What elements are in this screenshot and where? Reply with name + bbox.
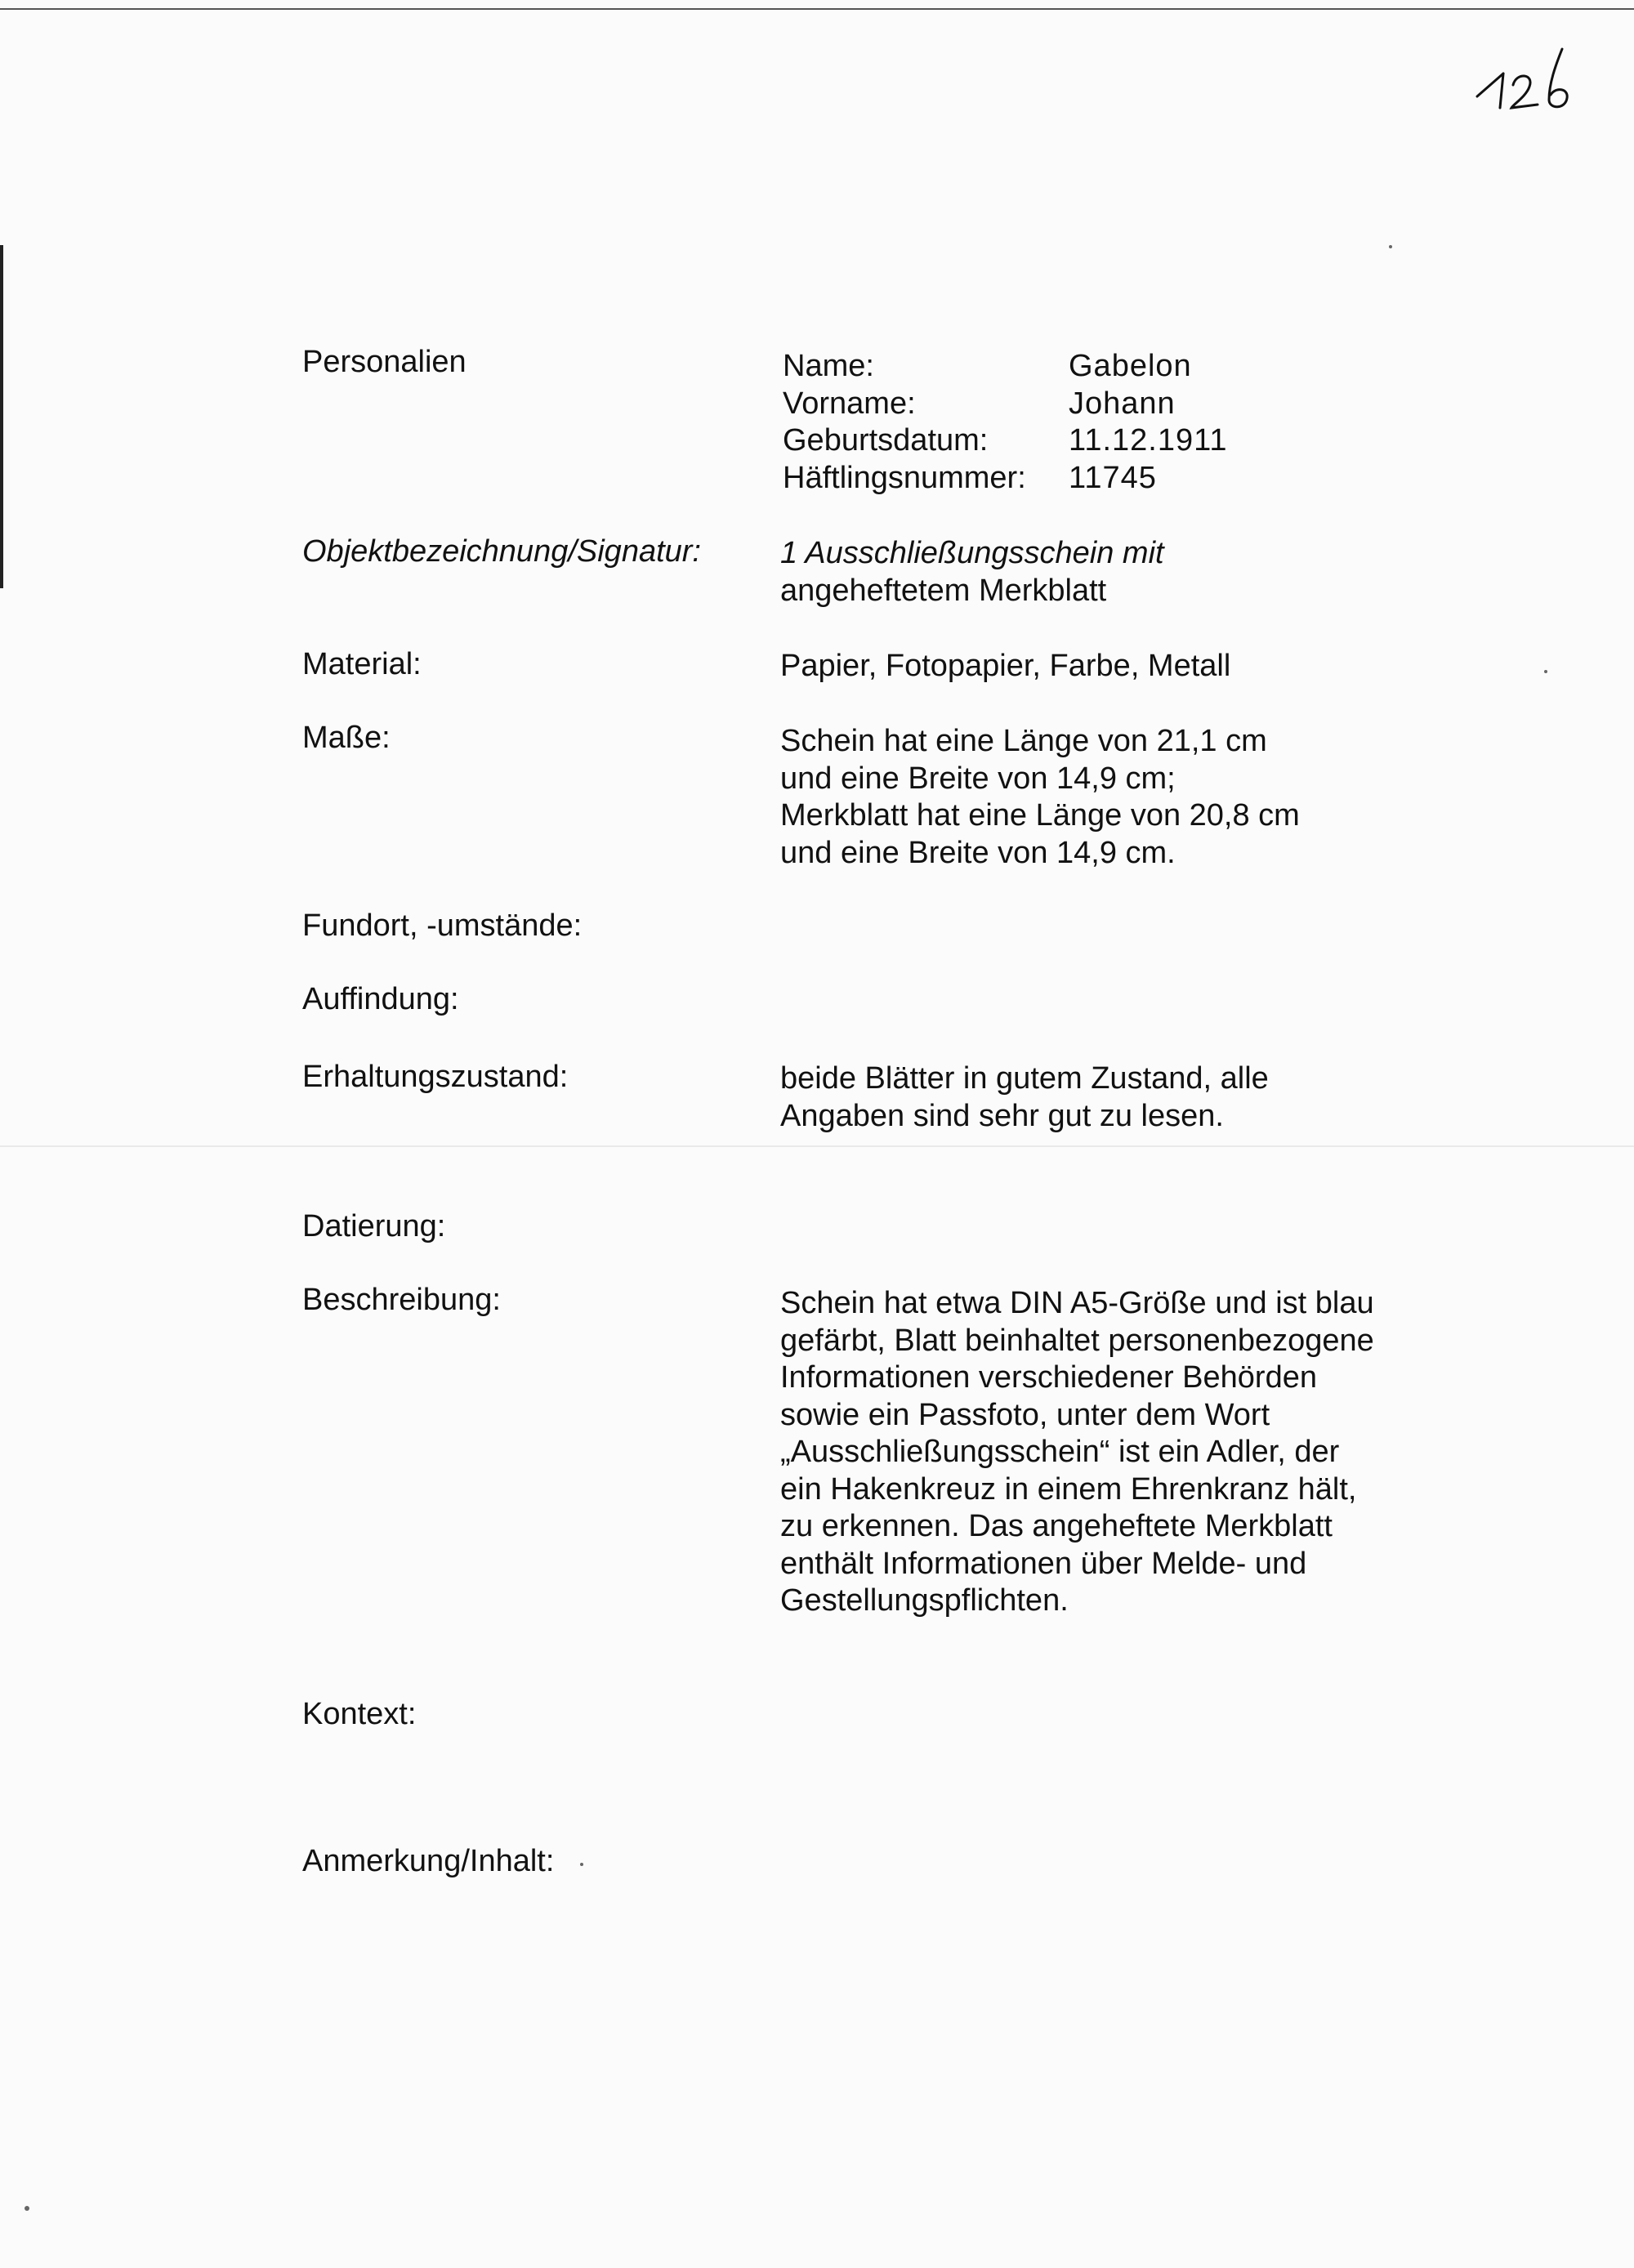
scan-speck xyxy=(1544,670,1547,673)
beschreibung-line: gefärbt, Blatt beinhaltet personenbezogene xyxy=(780,1323,1374,1358)
erhaltung-line: beide Blätter in gutem Zustand, alle xyxy=(780,1061,1269,1096)
beschreibung-line: Gestellungspflichten. xyxy=(780,1583,1069,1618)
person-row-vorname xyxy=(783,386,1228,423)
erhaltung-value xyxy=(780,1060,1269,1135)
person-key: Häftlingsnummer: xyxy=(783,460,1026,495)
objekt-value xyxy=(780,535,1164,609)
person-row-haeftlingsnummer xyxy=(783,460,1228,498)
material-label: Material: xyxy=(302,647,422,681)
beschreibung-line: Informationen verschiedener Behörden xyxy=(780,1360,1317,1395)
material-value: Papier, Fotopapier, Farbe, Metall xyxy=(780,649,1231,683)
beschreibung-line: ein Hakenkreuz in einem Ehrenkranz hält, xyxy=(780,1471,1357,1507)
auffindung-label: Auffindung: xyxy=(302,982,459,1016)
beschreibung-value xyxy=(780,1285,1374,1620)
person-key: Geburtsdatum: xyxy=(783,423,989,458)
person-row-name xyxy=(783,348,1228,386)
beschreibung-line: sowie ein Passfoto, unter dem Wort xyxy=(780,1397,1270,1432)
objekt-line: angeheftetem Merkblatt xyxy=(780,573,1107,608)
person-value: Gabelon xyxy=(1069,349,1192,383)
scan-speck xyxy=(580,1863,583,1866)
objekt-label: Objektbezeichnung/Signatur: xyxy=(302,534,701,569)
person-key: Name: xyxy=(783,349,874,383)
objekt-line: 1 Ausschließungsschein mit xyxy=(780,536,1164,570)
scan-edge-top xyxy=(0,8,1634,10)
personalien-label: Personalien xyxy=(302,345,467,379)
handwritten-page-number xyxy=(1471,33,1585,114)
masse-line: Merkblatt hat eine Länge von 20,8 cm xyxy=(780,798,1300,833)
masse-label: Maße: xyxy=(302,721,391,755)
masse-value xyxy=(780,723,1300,872)
datierung-label: Datierung: xyxy=(302,1209,446,1243)
person-row-geburtsdatum xyxy=(783,422,1228,460)
person-value: 11745 xyxy=(1069,460,1157,495)
masse-line: und eine Breite von 14,9 cm; xyxy=(780,761,1176,796)
beschreibung-line: Schein hat etwa DIN A5-Größe und ist blau xyxy=(780,1286,1374,1320)
erhaltung-label: Erhaltungszustand: xyxy=(302,1060,569,1094)
masse-line: Schein hat eine Länge von 21,1 cm xyxy=(780,724,1267,758)
erhaltung-line: Angaben sind sehr gut zu lesen. xyxy=(780,1098,1224,1133)
masse-line: und eine Breite von 14,9 cm. xyxy=(780,835,1176,870)
personalien-fields xyxy=(783,348,1228,497)
person-key: Vorname: xyxy=(783,386,916,421)
beschreibung-line: enthält Informationen über Melde- und xyxy=(780,1546,1307,1581)
person-value: Johann xyxy=(1069,386,1176,421)
fold-line xyxy=(0,1145,1634,1147)
anmerkung-label: Anmerkung/Inhalt: xyxy=(302,1844,555,1878)
fundort-label: Fundort, -umstände: xyxy=(302,909,583,943)
person-value: 11.12.1911 xyxy=(1069,423,1228,458)
beschreibung-line: zu erkennen. Das angeheftete Merkblatt xyxy=(780,1509,1333,1543)
scan-edge-left xyxy=(0,245,3,588)
scan-speck xyxy=(25,2206,29,2211)
kontext-label: Kontext: xyxy=(302,1697,417,1731)
beschreibung-line: „Ausschließungsschein“ ist ein Adler, der xyxy=(780,1435,1340,1469)
scan-speck xyxy=(1389,245,1392,248)
beschreibung-label: Beschreibung: xyxy=(302,1283,501,1317)
